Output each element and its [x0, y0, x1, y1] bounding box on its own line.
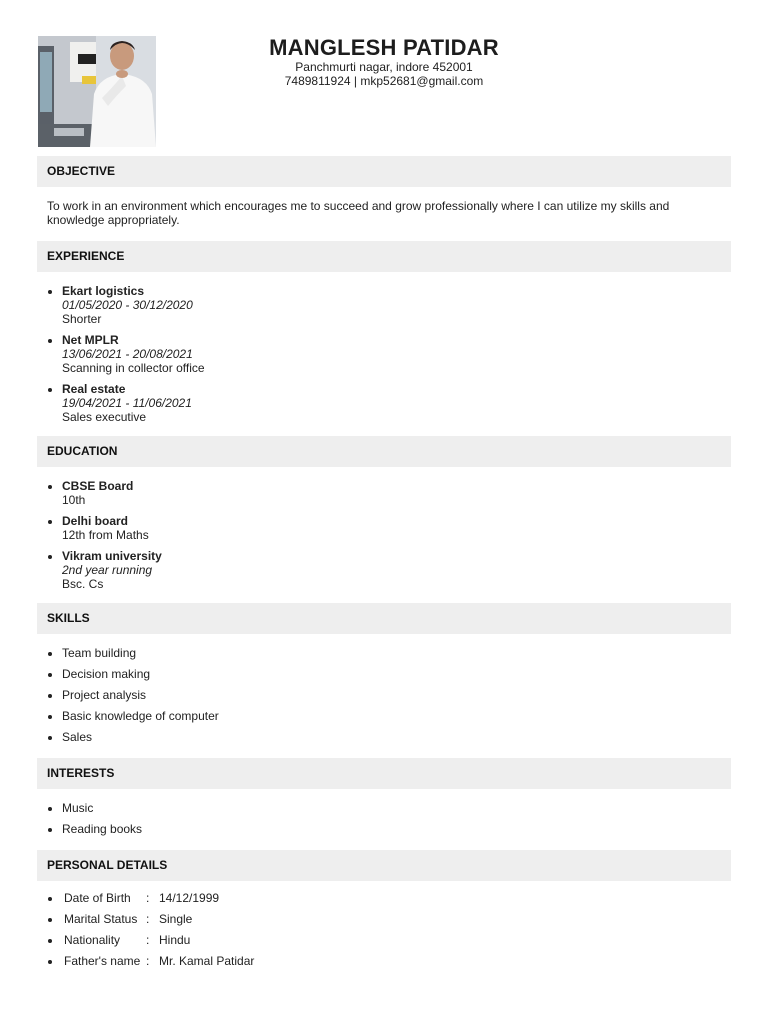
education-detail: Bsc. Cs	[62, 577, 104, 591]
job-role: Shorter	[62, 312, 102, 326]
resume-header	[0, 36, 768, 88]
education-list	[47, 479, 727, 591]
skill-item: Basic knowledge of computer	[47, 709, 727, 723]
personal-detail-row	[47, 933, 727, 947]
section-title: PERSONAL DETAILS	[47, 858, 168, 872]
detail-value: Single	[159, 912, 193, 926]
education-detail: 12th from Maths	[62, 528, 149, 542]
contact-info: 7489811924 | mkp52681@gmail.com	[284, 74, 484, 88]
education-item	[47, 514, 727, 542]
detail-separator: :	[146, 891, 150, 905]
experience-list	[47, 284, 727, 424]
section-title: INTERESTS	[47, 766, 115, 780]
skill-item: Sales	[47, 730, 727, 744]
section-title: OBJECTIVE	[47, 164, 116, 178]
institution-name: Vikram university	[62, 549, 162, 563]
detail-label: Nationality	[64, 933, 121, 947]
education-note: 2nd year running	[62, 563, 153, 577]
company-name: Real estate	[62, 382, 126, 396]
skill-item: Project analysis	[47, 688, 727, 702]
company-name: Net MPLR	[62, 333, 119, 347]
detail-label: Marital Status	[64, 912, 138, 926]
personal-detail-row	[47, 954, 727, 968]
institution-name: CBSE Board	[62, 479, 134, 493]
experience-item	[47, 333, 727, 375]
section-title: EDUCATION	[47, 444, 118, 458]
section-header-interests	[37, 758, 731, 789]
section-header-personal-details	[37, 850, 731, 881]
employment-dates: 13/06/2021 - 20/08/2021	[62, 347, 193, 361]
address: Panchmurti nagar, indore 452001	[295, 60, 473, 74]
objective-text: To work in an environment which encourages me to succeed and grow professionally where I can utilize my skills and knowledge appropriately.	[47, 199, 670, 227]
personal-detail-row	[47, 912, 727, 926]
personal-details-list	[47, 891, 727, 968]
skills-list	[47, 646, 727, 744]
skill-item: Decision making	[47, 667, 727, 681]
section-header-skills	[37, 603, 731, 634]
detail-separator: :	[146, 933, 150, 947]
section-header-objective	[37, 156, 731, 187]
interest-item: Reading books	[47, 822, 727, 836]
section-title: EXPERIENCE	[47, 249, 125, 263]
candidate-name: MANGLESH PATIDAR	[269, 35, 499, 60]
education-item	[47, 549, 727, 591]
company-name: Ekart logistics	[62, 284, 145, 298]
section-header-experience	[37, 241, 731, 272]
experience-item	[47, 284, 727, 326]
employment-dates: 01/05/2020 - 30/12/2020	[62, 298, 193, 312]
detail-label: Date of Birth	[64, 891, 131, 905]
employment-dates: 19/04/2021 - 11/06/2021	[62, 396, 192, 410]
job-role: Sales executive	[62, 410, 147, 424]
detail-label: Father's name	[64, 954, 141, 968]
interests-list	[47, 801, 727, 836]
section-title: SKILLS	[47, 611, 90, 625]
institution-name: Delhi board	[62, 514, 129, 528]
experience-item	[47, 382, 727, 424]
personal-detail-row	[47, 891, 727, 905]
detail-separator: :	[146, 954, 150, 968]
detail-value: Hindu	[159, 933, 191, 947]
section-header-education	[37, 436, 731, 467]
education-item	[47, 479, 727, 507]
education-detail: 10th	[62, 493, 86, 507]
skill-item: Team building	[47, 646, 727, 660]
interest-item: Music	[47, 801, 727, 815]
job-role: Scanning in collector office	[62, 361, 205, 375]
detail-value: Mr. Kamal Patidar	[159, 954, 255, 968]
detail-value: 14/12/1999	[159, 891, 220, 905]
detail-separator: :	[146, 912, 150, 926]
